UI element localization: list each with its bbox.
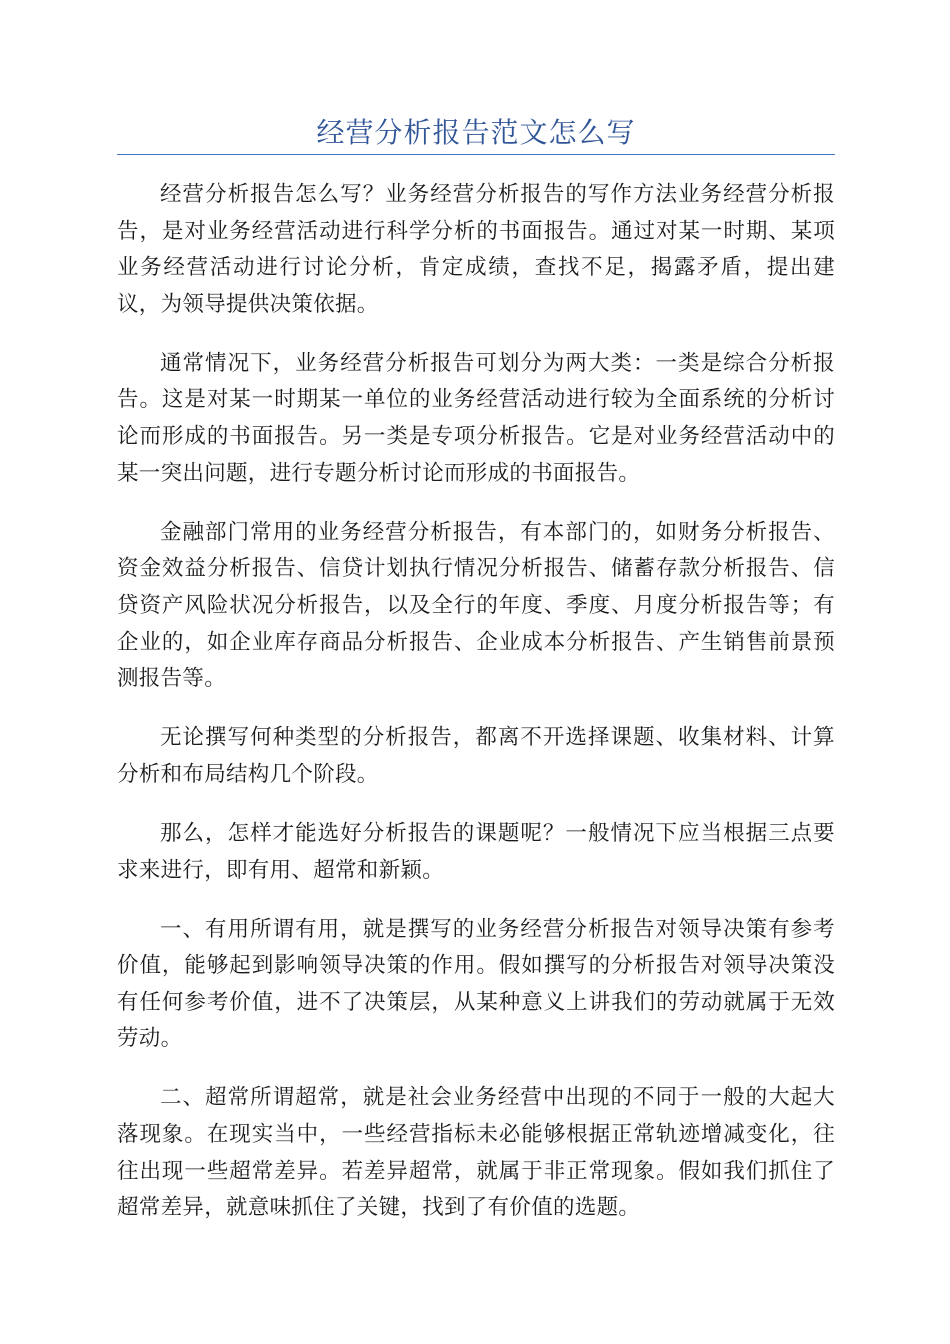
paragraph-1: 经营分析报告怎么写？业务经营分析报告的写作方法业务经营分析报告，是对业务经营活动进行科学分析的书面报告。通过对某一时期、某项业务经营活动进行讨论分析，肯定成绩，查找不足，揭露矛盾，提出建议，为领导提供决策依据。 xyxy=(117,182,835,317)
paragraph-4: 无论撰写何种类型的分析报告，都离不开选择课题、收集材料、计算分析和布局结构几个阶段。 xyxy=(117,725,835,787)
document-body xyxy=(117,177,835,1227)
document-title: 经营分析报告范文怎么写 xyxy=(316,116,636,149)
paragraph-7: 二、超常所谓超常，就是社会业务经营中出现的不同于一般的大起大落现象。在现实当中，一些经营指标未必能够根据正常轨迹增减变化，往往出现一些超常差异。若差异超常，就属于非正常现象。假如我们抓住了超常差异，就意味抓住了关键，找到了有价值的选题。 xyxy=(117,1085,835,1221)
paragraph-2: 通常情况下，业务经营分析报告可划分为两大类：一类是综合分析报告。这是对某一时期某一单位的业务经营活动进行较为全面系统的分析讨论而形成的书面报告。另一类是专项分析报告。它是对业务经营活动中的某一突出问题，进行专题分析讨论而形成的书面报告。 xyxy=(117,350,835,486)
title-underline xyxy=(117,154,835,155)
paragraph-3: 金融部门常用的业务经营分析报告，有本部门的，如财务分析报告、资金效益分析报告、信贷计划执行情况分析报告、储蓄存款分析报告、信贷资产风险状况分析报告，以及全行的年度、季度、月度分析报告等；有企业的，如企业库存商品分析报告、企业成本分析报告、产生销售前景预测报告等。 xyxy=(117,519,835,692)
paragraph-5: 那么，怎样才能选好分析报告的课题呢？一般情况下应当根据三点要求来进行，即有用、超常和新颖。 xyxy=(117,820,835,883)
paragraph-6: 一、有用所谓有用，就是撰写的业务经营分析报告对领导决策有参考价值，能够起到影响领导决策的作用。假如撰写的分析报告对领导决策没有任何参考价值，进不了决策层，从某种意义上讲我们的劳动就属于无效劳动。 xyxy=(117,916,835,1052)
document-page xyxy=(117,0,835,1249)
